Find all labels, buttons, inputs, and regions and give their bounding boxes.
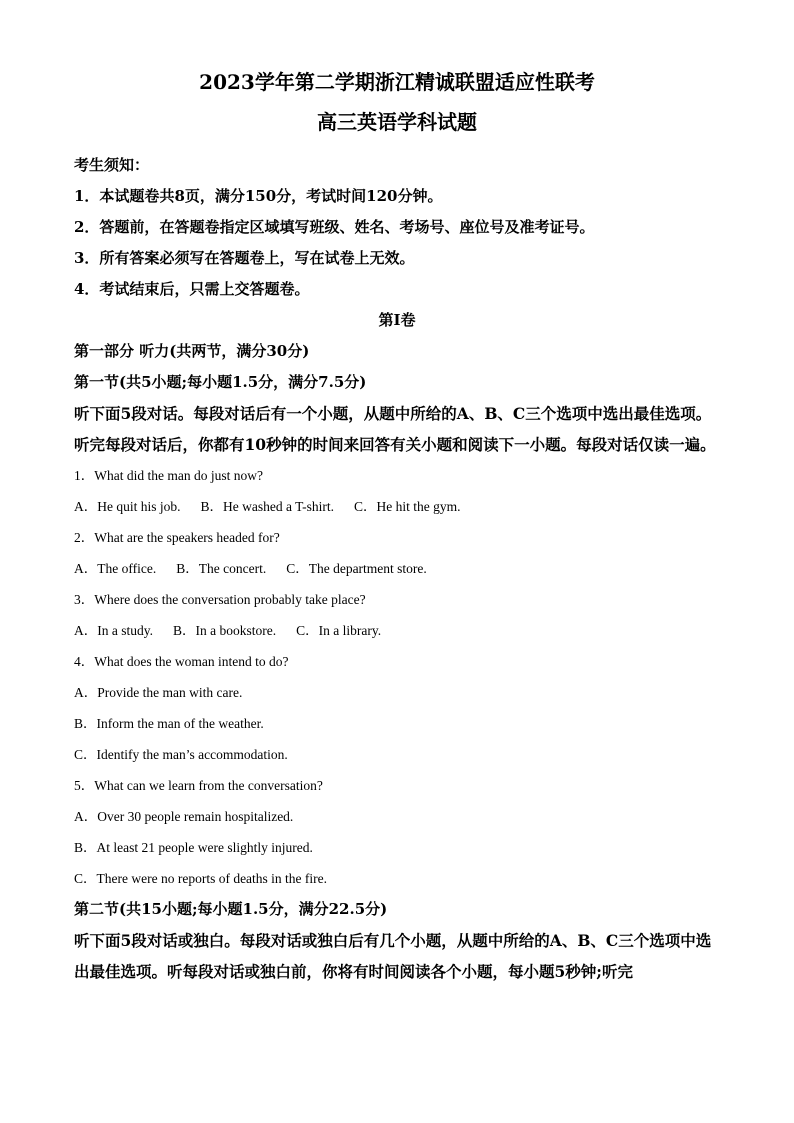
- option-c: C．In a library.: [296, 623, 382, 638]
- section1-instructions: 听下面5段对话。每段对话后有一个小题，从题中所给的A、B、C三个选项中选出最佳选项。听完每段对话后，你都有10秒钟的时间来回答有关小题和阅读下一小题。每段对话仅读一遍。: [74, 404, 716, 454]
- question-stem: 1．What did the man do just now?: [74, 468, 263, 483]
- option-a: A．He quit his job.: [74, 499, 181, 514]
- question-stem: 2．What are the speakers headed for?: [74, 530, 280, 545]
- section2-title: 第二节(共15小题;每小题1.5分，满分22.5分): [74, 900, 388, 918]
- option-a: A．The office.: [74, 561, 157, 576]
- option-a: A．Provide the man with care.: [74, 685, 243, 700]
- section2-instructions: 听下面5段对话或独白。每段对话或独白后有几个小题，从题中所给的A、B、C三个选项中选出最佳选项。听每段对话或独白前，你将有时间阅读各个小题，每小题5秒钟;听完: [74, 931, 712, 981]
- option-b: B．He washed a T-shirt.: [200, 499, 334, 514]
- exam-title: 2023学年第二学期浙江精诚联盟适应性联考: [199, 70, 595, 94]
- section1-title: 第一节(共5小题;每小题1.5分，满分7.5分): [74, 373, 367, 391]
- question-options: [74, 491, 720, 522]
- notice-heading: 考生须知：: [74, 156, 150, 174]
- volume-heading: 第Ⅰ卷: [378, 311, 416, 329]
- option-c: C．The department store.: [286, 561, 427, 576]
- notice-item: 2．答题前，在答题卷指定区域填写班级、姓名、考场号、座位号及准考证号。: [74, 218, 595, 236]
- notice-item: 3．所有答案必须写在答题卷上，写在试卷上无效。: [74, 249, 415, 267]
- option-a: A．In a study.: [74, 623, 153, 638]
- option-b: B．The concert.: [176, 561, 267, 576]
- notice-item: 1．本试题卷共8页，满分150分，考试时间120分钟。: [74, 187, 443, 205]
- question-stem: 3．Where does the conversation probably take place?: [74, 592, 366, 607]
- option-a: A．Over 30 people remain hospitalized.: [74, 809, 294, 824]
- option-c: C．There were no reports of deaths in the fire.: [74, 871, 328, 886]
- question-stem: 4．What does the woman intend to do?: [74, 654, 289, 669]
- question-stem: 5．What can we learn from the conversation?: [74, 778, 323, 793]
- part1-title: 第一部分 听力(共两节，满分30分): [74, 342, 310, 360]
- notice-item: 4．考试结束后，只需上交答题卷。: [74, 280, 310, 298]
- option-b: B．Inform the man of the weather.: [74, 716, 264, 731]
- option-c: C．Identify the man’s accommodation.: [74, 747, 288, 762]
- question-options: [74, 553, 720, 584]
- exam-subtitle: 高三英语学科试题: [317, 110, 477, 134]
- option-b: B．In a bookstore.: [173, 623, 277, 638]
- question-options: [74, 615, 720, 646]
- option-c: C．He hit the gym.: [353, 499, 461, 514]
- option-b: B．At least 21 people were slightly injured.: [74, 840, 313, 855]
